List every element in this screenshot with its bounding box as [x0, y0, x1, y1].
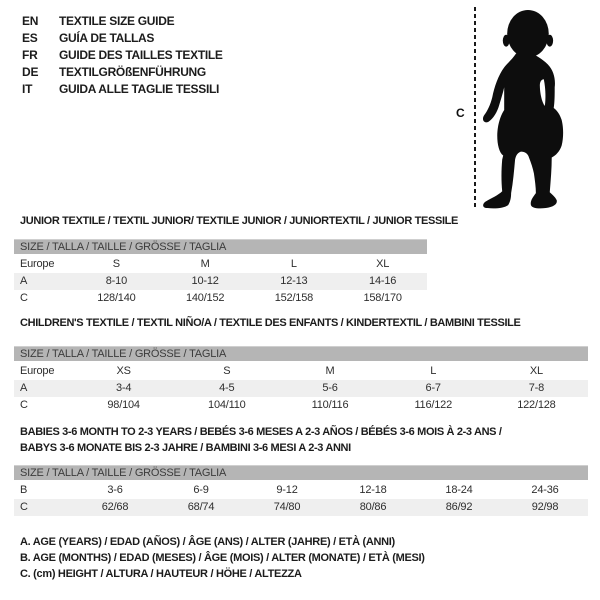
lang-code: FR — [22, 47, 38, 62]
size-cell: 62/68 — [101, 501, 129, 513]
lang-code: EN — [22, 13, 39, 28]
size-cell: 152/158 — [274, 292, 314, 304]
language-row — [22, 12, 223, 29]
row-label: C — [20, 292, 28, 304]
size-cell: 80/86 — [359, 501, 387, 513]
size-cell: 74/80 — [273, 501, 301, 513]
note-age-years: A. AGE (YEARS) / EDAD (AÑOS) / ÂGE (ANS) / ALTER (JAHRE) / ETÀ (ANNI) — [20, 536, 395, 548]
size-cell: 12-13 — [280, 275, 308, 287]
size-cell: 122/128 — [517, 399, 556, 411]
size-cell: L — [290, 258, 297, 270]
size-cell: XL — [376, 258, 390, 270]
size-cell: 7-8 — [528, 382, 545, 394]
table-row-age — [14, 273, 427, 290]
size-cell: 10-12 — [191, 275, 219, 287]
size-cell: 9-12 — [276, 484, 298, 496]
language-row — [22, 46, 223, 63]
size-header-bar: SIZE / TALLA / TAILLE / GRÖSSE / TAGLIA — [14, 465, 588, 480]
size-cell: 5-6 — [322, 382, 338, 394]
table-row-height — [14, 290, 427, 307]
size-cell: 24-36 — [531, 484, 559, 496]
size-cell: 86/92 — [445, 501, 473, 513]
babies-title-line1: BABIES 3-6 MONTH TO 2-3 YEARS / BEBÉS 3-6 MESES A 2-3 AÑOS / BÉBÉS 3-6 MOIS À 2-3 ANS / — [20, 426, 502, 438]
size-cell: 98/104 — [107, 399, 140, 411]
size-cell: S — [223, 365, 231, 377]
language-row — [22, 29, 223, 46]
height-dashed-line — [474, 7, 476, 208]
babies-size-table — [14, 465, 588, 516]
table-row-height — [14, 397, 588, 414]
size-cell: 6-9 — [193, 484, 209, 496]
children-table-title: CHILDREN'S TEXTILE / TEXTIL NIÑO/A / TEXTILE DES ENFANTS / KINDERTEXTIL / BAMBINI TESSILE — [20, 317, 521, 329]
table-row-months — [14, 482, 588, 499]
table-row-europe — [14, 256, 427, 273]
lang-code: IT — [22, 81, 33, 96]
size-cell: 92/98 — [531, 501, 559, 513]
junior-size-table — [14, 239, 427, 307]
size-cell: 18-24 — [445, 484, 473, 496]
junior-table-title: JUNIOR TEXTILE / TEXTIL JUNIOR/ TEXTILE JUNIOR / JUNIORTEXTIL / JUNIOR TESSILE — [20, 215, 459, 227]
height-label-c: C — [456, 106, 465, 120]
size-cell: M — [200, 258, 210, 270]
table-row-height — [14, 499, 588, 516]
note-height: C. (cm) HEIGHT / ALTURA / HAUTEUR / HÖHE / ALTEZZA — [20, 568, 302, 580]
size-cell: M — [325, 365, 335, 377]
row-label: A — [20, 275, 28, 287]
lang-title: TEXTILGRÖßENFÜHRUNG — [59, 64, 206, 79]
lang-code: DE — [22, 64, 39, 79]
babies-table-title — [20, 424, 502, 456]
size-cell: 68/74 — [187, 501, 215, 513]
size-cell: 140/152 — [185, 292, 225, 304]
size-cell: XS — [116, 365, 131, 377]
size-cell: 110/116 — [311, 399, 349, 411]
row-label: C — [20, 399, 28, 411]
row-label: C — [20, 501, 28, 513]
lang-code: ES — [22, 30, 38, 45]
row-label: Europe — [20, 365, 55, 377]
babies-title-line2: BABYS 3-6 MONATE BIS 2-3 JAHRE / BAMBINI 3-6 MESI A 2-3 ANNI — [20, 442, 351, 454]
size-cell: 8-10 — [105, 275, 127, 287]
toddler-silhouette-icon — [478, 4, 570, 212]
lang-title: GUIDE DES TAILLES TEXTILE — [59, 47, 223, 62]
size-header-bar: SIZE / TALLA / TAILLE / GRÖSSE / TAGLIA — [14, 239, 427, 254]
size-cell: 3-6 — [107, 484, 123, 496]
lang-title: GUÍA DE TALLAS — [59, 30, 155, 45]
row-label: A — [20, 382, 28, 394]
size-cell: 158/170 — [363, 292, 402, 304]
note-age-months: B. AGE (MONTHS) / EDAD (MESES) / ÂGE (MOIS) / ALTER (MONATE) / ETÀ (MESI) — [20, 552, 425, 564]
size-cell: S — [112, 258, 120, 270]
table-row-age — [14, 380, 588, 397]
language-header — [22, 12, 223, 97]
table-row-europe — [14, 363, 588, 380]
size-cell: L — [430, 365, 437, 377]
language-row — [22, 80, 223, 97]
size-cell: 14-16 — [369, 275, 397, 287]
size-cell: 4-5 — [219, 382, 235, 394]
size-cell: XL — [529, 365, 543, 377]
row-label: B — [20, 484, 28, 496]
children-size-table — [14, 346, 588, 414]
size-cell: 6-7 — [425, 382, 441, 394]
size-cell: 104/110 — [208, 399, 246, 411]
size-cell: 3-4 — [115, 382, 132, 394]
lang-title: TEXTILE SIZE GUIDE — [59, 13, 175, 28]
size-cell: 116/122 — [414, 399, 452, 411]
size-header-bar: SIZE / TALLA / TAILLE / GRÖSSE / TAGLIA — [14, 346, 588, 361]
size-cell: 12-18 — [359, 484, 387, 496]
lang-title: GUIDA ALLE TAGLIE TESSILI — [59, 81, 220, 96]
row-label: Europe — [20, 258, 55, 270]
size-cell: 128/140 — [97, 292, 136, 304]
language-row — [22, 63, 223, 80]
legend-notes — [20, 534, 425, 582]
